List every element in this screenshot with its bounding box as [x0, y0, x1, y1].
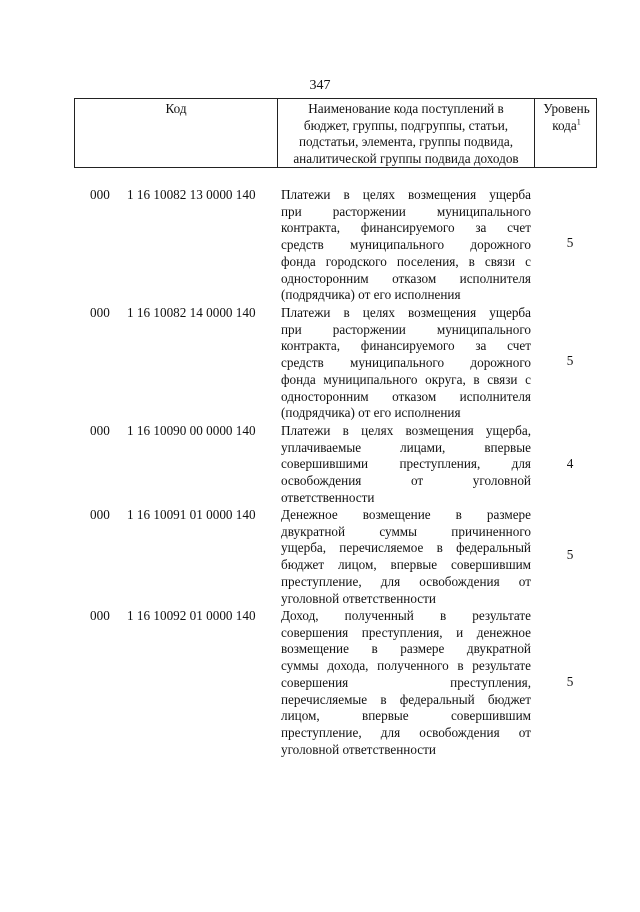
row-prefix: 000 [90, 608, 110, 623]
header-level-label: Уровень [543, 101, 590, 116]
header-name-line: Наименование кода поступлений в [308, 101, 504, 116]
row-prefix: 000 [90, 507, 110, 522]
description-line: при расторжении муниципального [281, 203, 531, 219]
description-line: совершившими преступления, для [281, 456, 531, 472]
description-line: перечисляемые в федеральный бюджет [281, 691, 531, 707]
footnote-marker: 1 [576, 117, 581, 127]
description-line: двукратной суммы причиненного [281, 523, 531, 539]
description-line: Денежное возмещение в размере [281, 507, 531, 522]
header-level-cell [535, 99, 598, 167]
description-line: преступление, для освобождения от [281, 724, 531, 740]
description-line: уголовной ответственности [281, 590, 436, 606]
description-line: ущерба, перечисляемое в федеральный [281, 540, 531, 556]
row-prefix: 000 [90, 423, 110, 438]
row-description [281, 305, 531, 422]
description-line: уголовной ответственности [281, 741, 436, 757]
header-name-cell [278, 99, 535, 167]
description-line: односторонним отказом исполнителя [281, 388, 531, 404]
description-line: суммы дохода, полученного в результате [281, 658, 531, 674]
description-line: Платежи в целях возмещения ущерба [281, 187, 531, 202]
header-name-line: бюджет, группы, подгруппы, статьи, [303, 117, 509, 133]
description-line: при расторжении муниципального [281, 321, 531, 337]
description-line: односторонним отказом исполнителя [281, 270, 531, 286]
row-code: 1 16 10090 00 0000 140 [127, 423, 256, 438]
row-code: 1 16 10082 13 0000 140 [127, 187, 256, 202]
description-line: возмещение в размере двукратной [281, 641, 531, 657]
page-number: 347 [309, 78, 331, 93]
header-code-label: Код [165, 101, 187, 116]
row-level: 5 [566, 353, 574, 368]
row-description [281, 608, 531, 758]
description-line: Платежи в целях возмещения ущерба [281, 305, 531, 320]
row-prefix: 000 [90, 305, 110, 320]
row-level: 5 [566, 235, 574, 250]
table-header [74, 98, 597, 168]
header-name-line: подстатьи, элемента, группы подвида, [299, 134, 513, 149]
row-level: 5 [566, 547, 574, 562]
description-line: ответственности [281, 489, 375, 505]
description-line: совершения преступления, и денежное [281, 624, 531, 640]
row-prefix: 000 [90, 187, 110, 202]
row-description [281, 187, 531, 304]
row-code: 1 16 10082 14 0000 140 [127, 305, 256, 320]
description-line: совершения преступления, [281, 674, 531, 690]
description-line: освобождения от уголовной [281, 473, 531, 489]
description-line: контракта, финансируемого за счет [281, 338, 531, 354]
description-line: средств муниципального дорожного [281, 355, 531, 371]
description-line: уплачиваемые лицами, впервые [281, 439, 531, 455]
header-name-line: аналитической группы подвида доходов [293, 150, 519, 166]
description-line: Платежи в целях возмещения ущерба, [281, 423, 531, 438]
description-line: Доход, полученный в результате [281, 608, 531, 623]
row-code: 1 16 10092 01 0000 140 [127, 608, 256, 623]
row-level: 4 [566, 456, 574, 471]
description-line: фонда муниципального округа, в связи с [281, 371, 531, 387]
row-description [281, 423, 531, 507]
header-code-cell [75, 99, 278, 167]
description-line: бюджет лицом, впервые совершившим [281, 557, 531, 573]
description-line: фонда городского поселения, в связи с [281, 253, 531, 269]
description-line: (подрядчика) от его исполнения [281, 287, 461, 303]
row-description [281, 507, 531, 607]
row-level: 5 [566, 674, 574, 689]
row-code: 1 16 10091 01 0000 140 [127, 507, 256, 522]
description-line: контракта, финансируемого за счет [281, 220, 531, 236]
description-line: преступление, для освобождения от [281, 573, 531, 589]
header-level-line2: кода$^1$ [552, 117, 581, 133]
description-line: средств муниципального дорожного [281, 237, 531, 253]
description-line: (подрядчика) от его исполнения [281, 405, 461, 421]
description-line: лицом, впервые совершившим [281, 708, 531, 724]
